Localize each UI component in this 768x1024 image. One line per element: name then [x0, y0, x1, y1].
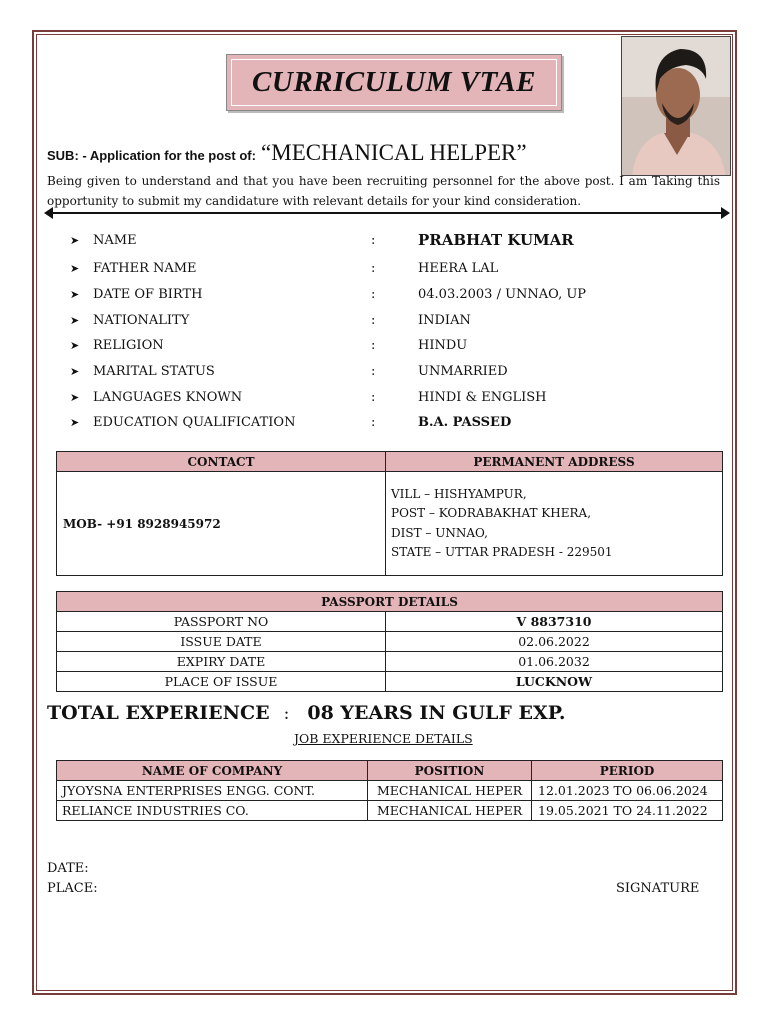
detail-label: FATHER NAME — [93, 260, 197, 276]
detail-colon: : — [371, 260, 376, 276]
job-period: 19.05.2021 TO 24.11.2022 — [532, 801, 723, 821]
intro-paragraph: Being given to understand and that you have been recruiting personnel for the above post. I am Taking this opportunity to submit my candidature with relevant details for your kind consideration. — [47, 174, 720, 208]
detail-colon: : — [371, 414, 376, 430]
arrow-bullet-icon: ➤ — [70, 261, 80, 275]
job-experience-title: JOB EXPERIENCE DETAILS — [294, 731, 473, 746]
detail-row-languages — [70, 386, 670, 408]
profile-photo-image — [622, 37, 731, 176]
detail-value: INDIAN — [418, 312, 471, 328]
arrow-bullet-icon: ➤ — [70, 287, 80, 301]
title-box-inner — [231, 59, 557, 106]
arrow-bullet-icon: ➤ — [70, 313, 80, 327]
detail-label: NAME — [93, 232, 137, 248]
total-experience — [47, 702, 565, 724]
contact-header: CONTACT — [57, 452, 386, 472]
subject-line — [47, 140, 527, 166]
job-row — [57, 801, 723, 821]
detail-row-dob — [70, 283, 670, 305]
address-line: POST – KODRABAKHAT KHERA, — [391, 506, 592, 520]
column-header-company: NAME OF COMPANY — [57, 761, 368, 781]
detail-value: HINDU — [418, 337, 468, 353]
job-position: MECHANICAL HEPER — [368, 801, 532, 821]
detail-label: RELIGION — [93, 337, 164, 353]
column-header-period: PERIOD — [532, 761, 723, 781]
job-period: 12.01.2023 TO 06.06.2024 — [532, 781, 723, 801]
passport-row — [57, 652, 723, 672]
arrow-bullet-icon: ➤ — [70, 233, 80, 247]
document-title: CURRICULUM VTAE — [252, 66, 536, 98]
title-box — [226, 54, 562, 111]
detail-label: NATIONALITY — [93, 312, 190, 328]
job-position: MECHANICAL HEPER — [368, 781, 532, 801]
address-header: PERMANENT ADDRESS — [386, 452, 723, 472]
detail-value: HINDI & ENGLISH — [418, 389, 547, 405]
job-header-row — [57, 761, 723, 781]
passport-row — [57, 612, 723, 632]
detail-row-marital-status — [70, 360, 670, 382]
detail-colon: : — [371, 389, 376, 405]
detail-value: B.A. PASSED — [418, 414, 512, 430]
passport-header: PASSPORT DETAILS — [57, 592, 723, 612]
arrow-bullet-icon: ➤ — [70, 415, 80, 429]
detail-row-father-name — [70, 257, 670, 279]
address-line: VILL – HISHYAMPUR, — [391, 486, 527, 501]
passport-label: PASSPORT NO — [57, 612, 386, 632]
passport-value: 02.06.2022 — [386, 632, 723, 652]
detail-label: DATE OF BIRTH — [93, 286, 203, 302]
job-company: RELIANCE INDUSTRIES CO. — [57, 801, 368, 821]
passport-value: LUCKNOW — [386, 672, 723, 692]
total-experience-value: 08 YEARS IN GULF EXP. — [307, 702, 566, 724]
detail-row-religion — [70, 334, 670, 356]
passport-row — [57, 672, 723, 692]
job-experience-table — [56, 760, 723, 821]
detail-colon: : — [371, 363, 376, 379]
profile-photo — [621, 36, 731, 176]
detail-value: UNMARRIED — [418, 363, 508, 379]
passport-label: ISSUE DATE — [57, 632, 386, 652]
job-row — [57, 781, 723, 801]
date-label: DATE: — [47, 861, 89, 876]
passport-label: EXPIRY DATE — [57, 652, 386, 672]
passport-header-row — [57, 592, 723, 612]
detail-colon: : — [371, 286, 376, 302]
detail-colon: : — [371, 312, 376, 328]
detail-row-education — [70, 411, 670, 433]
arrow-bullet-icon: ➤ — [70, 364, 80, 378]
arrow-right-icon — [721, 207, 730, 219]
passport-value: 01.06.2032 — [386, 652, 723, 672]
detail-label: LANGUAGES KNOWN — [93, 389, 243, 405]
passport-table — [56, 591, 723, 692]
arrow-bullet-icon: ➤ — [70, 338, 80, 352]
subject-post: “MECHANICAL HELPER” — [261, 140, 527, 165]
passport-row — [57, 632, 723, 652]
subject-label: SUB: - Application for the post of: — [47, 148, 256, 163]
contact-header-row — [57, 452, 723, 472]
detail-row-name — [70, 229, 670, 251]
detail-value: PRABHAT KUMAR — [418, 231, 574, 249]
total-experience-colon: : — [283, 704, 290, 724]
arrow-left-icon — [44, 207, 53, 219]
passport-value: V 8837310 — [386, 612, 723, 632]
signature-label: SIGNATURE — [616, 881, 700, 896]
detail-label: MARITAL STATUS — [93, 363, 215, 379]
place-label: PLACE: — [47, 881, 98, 896]
detail-label: EDUCATION QUALIFICATION — [93, 414, 296, 430]
contact-body-row — [57, 472, 723, 576]
address-line: STATE – UTTAR PRADESH - 229501 — [391, 545, 613, 559]
address-cell — [386, 472, 723, 576]
detail-row-nationality — [70, 309, 670, 331]
detail-colon: : — [371, 232, 376, 248]
address-line: DIST – UNNAO, — [391, 525, 488, 540]
detail-value: 04.03.2003 / UNNAO, UP — [418, 286, 587, 302]
detail-value: HEERA LAL — [418, 260, 499, 276]
total-experience-label: TOTAL EXPERIENCE — [47, 702, 270, 724]
detail-colon: : — [371, 337, 376, 353]
job-company: JYOYSNA ENTERPRISES ENGG. CONT. — [57, 781, 368, 801]
divider-arrow-line — [46, 212, 728, 214]
column-header-position: POSITION — [368, 761, 532, 781]
mobile-number: MOB- +91 8928945972 — [57, 472, 386, 576]
arrow-bullet-icon: ➤ — [70, 390, 80, 404]
passport-label: PLACE OF ISSUE — [57, 672, 386, 692]
contact-table — [56, 451, 723, 576]
